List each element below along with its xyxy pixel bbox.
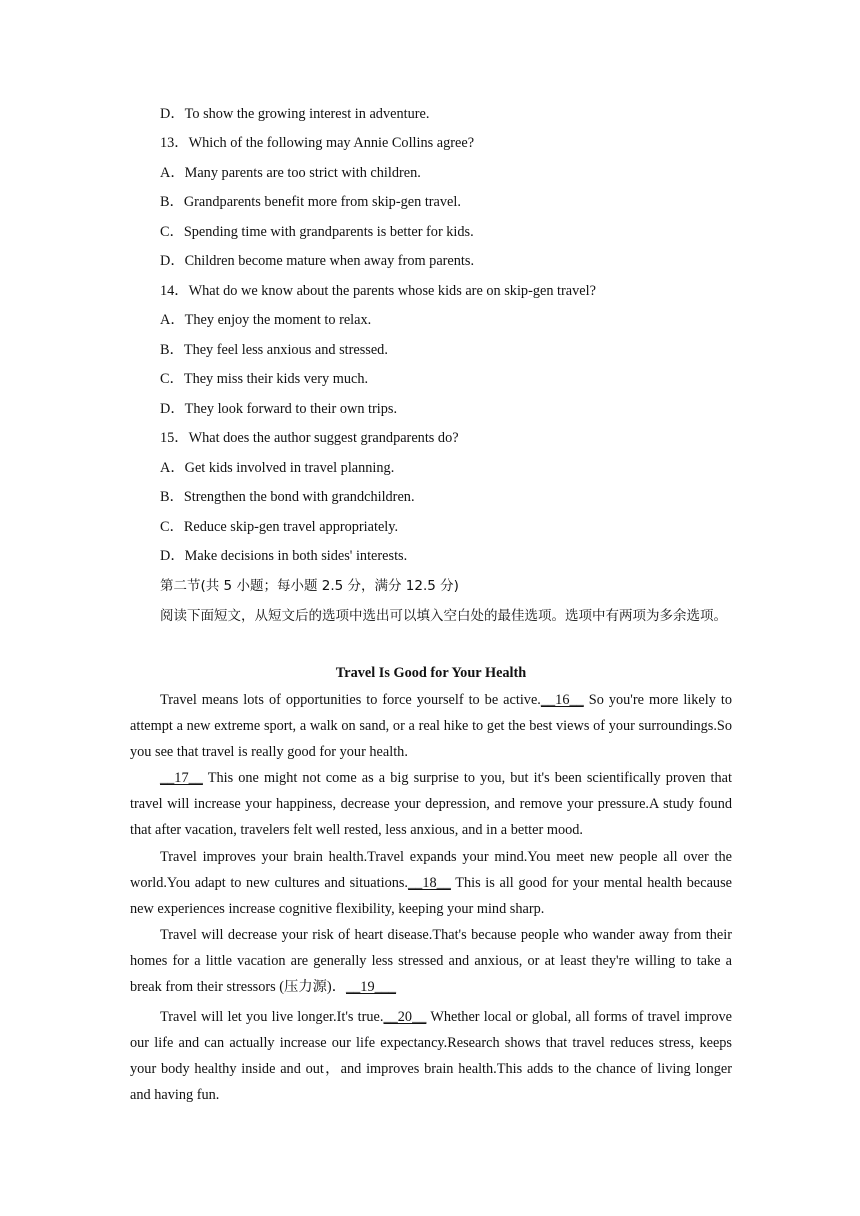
q13-option-a: A．Many parents are too strict with children.	[160, 165, 421, 181]
blank-18: __18__	[408, 875, 451, 891]
p2-text-after: This one might not come as a big surprise to you, but it's been scientifically proven that travel will increase your happiness, decrease your depression, and remove your pressure.A study found that after vacation, travelers felt well rested, less anxious, and in a better mood.	[130, 770, 732, 838]
blank-17: __17__	[160, 770, 203, 786]
q13-stem: 13．Which of the following may Annie Collins agree?	[160, 135, 475, 151]
passage-paragraph-3	[130, 844, 732, 922]
q14-option-d: D．They look forward to their own trips.	[160, 401, 398, 417]
q15-option-a: A．Get kids involved in travel planning.	[160, 460, 395, 476]
q15-stem: 15．What does the author suggest grandparents do?	[160, 430, 459, 446]
blank-16: __16__	[540, 692, 584, 708]
blank-19: __19___	[346, 979, 397, 995]
q12-option-d: D．To show the growing interest in adventure.	[160, 106, 430, 122]
q14-stem: 14．What do we know about the parents whose kids are on skip-gen travel?	[160, 283, 596, 299]
p1-text-before: Travel means lots of opportunities to force yourself to be active.	[160, 692, 541, 708]
q13-option-d: D．Children become mature when away from parents.	[160, 253, 475, 269]
q15-option-d: D．Make decisions in both sides' interests.	[160, 548, 408, 564]
blank-20: __20__	[383, 1009, 427, 1025]
p3-text-before: Travel improves your brain health.Travel expands your mind.You meet new people all over the world.You adapt to new cultures and situations.	[130, 849, 732, 891]
p5-text-after: Whether local or global, all forms of travel improve our life and can actually increase our life expectancy.Research shows that travel reduces stress, keeps your body healthy inside and out，and improves brain health.This adds to the chance of living longer and having fun.	[130, 1009, 732, 1103]
p5-text-before: Travel will let you live longer.It's true.	[160, 1009, 384, 1025]
passage-paragraph-1	[130, 687, 732, 765]
p4-text-before: Travel will decrease your risk of heart disease.That's because people who wander away from their homes for a little vacation are generally less stressed and anxious, or at least they're willing to take a break from their stressors (压力源)．	[130, 927, 732, 995]
q14-option-a: A．They enjoy the moment to relax.	[160, 312, 372, 328]
q13-option-b: B．Grandparents benefit more from skip-gen travel.	[160, 194, 461, 210]
q14-option-b: B．They feel less anxious and stressed.	[160, 342, 388, 358]
q15-option-c: C．Reduce skip-gen travel appropriately.	[160, 519, 399, 535]
section2-instruction: 阅读下面短文，从短文后的选项中选出可以填入空白处的最佳选项。选项中有两项为多余选项。	[160, 608, 727, 624]
p1-text-after: So you're more likely to attempt a new extreme sport, a walk on sand, or a real hike to get the best views of your surroundings.So you see that travel is really good for your health.	[130, 692, 732, 760]
passage-paragraph-4	[130, 922, 732, 1000]
passage-paragraph-2	[130, 765, 732, 843]
passage-paragraph-5	[130, 1004, 732, 1108]
p3-text-after: This is all good for your mental health because new experiences increase cognitive flexibility, keeping your mind sharp.	[130, 875, 732, 917]
q14-option-c: C．They miss their kids very much.	[160, 371, 369, 387]
q13-option-c: C．Spending time with grandparents is better for kids.	[160, 224, 474, 240]
q15-option-b: B．Strengthen the bond with grandchildren.	[160, 489, 415, 505]
section2-heading: 第二节(共 5 小题；每小题 2.5 分，满分 12.5 分)	[160, 578, 459, 594]
passage-title: Travel Is Good for Your Health	[335, 665, 527, 681]
